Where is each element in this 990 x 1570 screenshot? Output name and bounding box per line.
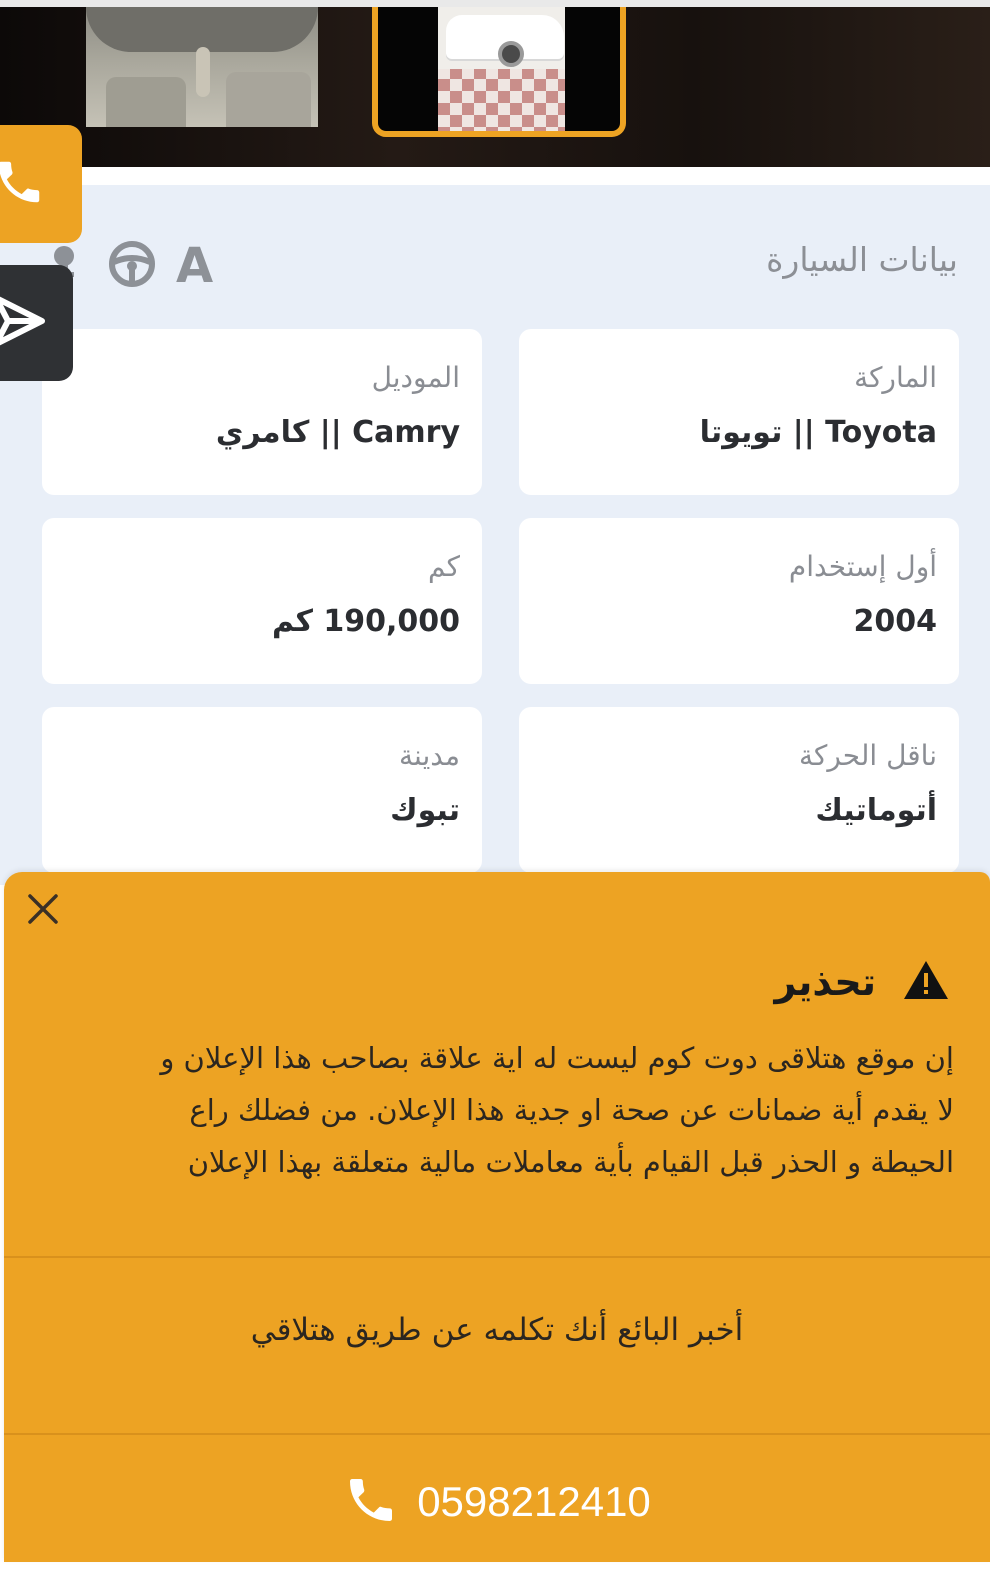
- detail-value: Toyota || تويوتا: [699, 415, 937, 450]
- detail-label: كم: [428, 550, 460, 583]
- detail-card-transmission: [519, 707, 959, 873]
- detail-label: أول إستخدام: [788, 550, 937, 583]
- detail-label: الموديل: [371, 361, 460, 394]
- warning-title: تحذير: [774, 960, 876, 1004]
- font-size-icon[interactable]: A: [176, 238, 214, 294]
- gallery-thumbnail-selected[interactable]: [372, 7, 626, 137]
- tell-seller-note: أخبر البائع أنك تكلمه عن طريق هتلاقي: [250, 1312, 744, 1348]
- warning-triangle-icon: [902, 959, 950, 1005]
- gallery-thumbnail-interior[interactable]: [86, 7, 318, 127]
- detail-label: الماركة: [854, 361, 937, 394]
- detail-value: Camry || كامري: [215, 415, 460, 450]
- detail-card-city: [42, 707, 482, 873]
- detail-value: تبوك: [390, 793, 460, 828]
- warning-line: إن موقع هتلاقى دوت كوم ليست له اية علاقة بصاحب هذا الإعلان و: [160, 1041, 954, 1075]
- detail-label: ناقل الحركة: [799, 739, 937, 772]
- warning-line: لا يقدم أية ضمانات عن صحة او جدية هذا الإعلان. من فضلك راع: [189, 1093, 954, 1127]
- section-title: بيانات السيارة: [766, 240, 958, 279]
- call-seller-button[interactable]: [4, 1462, 990, 1542]
- detail-value: 190,000 كم: [271, 604, 460, 639]
- close-button[interactable]: [22, 890, 64, 932]
- warning-line: الحيطة و الحذر قبل القيام بأية معاملات مالية متعلقة بهذا الإعلان: [187, 1145, 954, 1179]
- detail-label: مدينة: [399, 739, 460, 772]
- steering-wheel-icon[interactable]: [108, 240, 156, 292]
- gallery-top-border: [0, 0, 990, 7]
- detail-card-mileage: [42, 518, 482, 684]
- phone-icon: [0, 155, 46, 213]
- detail-card-brand: [519, 329, 959, 495]
- floating-share-button[interactable]: [0, 265, 73, 381]
- detail-card-first-use: [519, 518, 959, 684]
- divider: [4, 1433, 990, 1435]
- share-arrow-icon: [0, 286, 50, 360]
- floating-call-button[interactable]: [0, 125, 82, 243]
- detail-value: 2004: [853, 604, 937, 639]
- divider: [4, 1256, 990, 1258]
- detail-value: أتوماتيك: [815, 793, 937, 828]
- phone-icon: [343, 1472, 399, 1532]
- warning-header: [774, 952, 950, 1012]
- detail-card-model: [42, 329, 482, 495]
- seller-phone-number: 0598212410: [417, 1478, 651, 1525]
- warning-sheet: [4, 872, 990, 1562]
- close-icon: [26, 892, 60, 930]
- image-gallery: [0, 0, 990, 167]
- warning-message: [54, 1032, 954, 1188]
